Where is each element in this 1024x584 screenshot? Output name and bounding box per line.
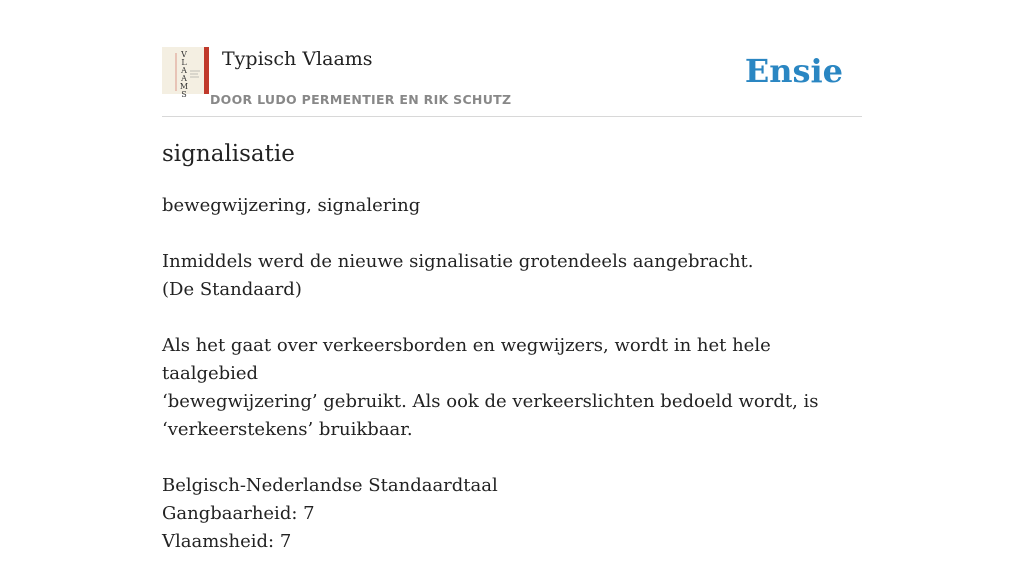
explanation-line: ‘verkeerstekens’ bruikbaar. <box>162 419 413 440</box>
book-cover-art <box>162 47 209 99</box>
explanation-line: ‘bewegwijzering’ gebruikt. Als ook de verkeerslichten bedoeld wordt, is <box>162 391 819 412</box>
page-header <box>162 45 862 117</box>
explanation-line: Als het gaat over verkeersborden en wegwijzers, wordt in het hele taalgebied <box>162 335 771 384</box>
book-title-link[interactable]: Typisch Vlaams <box>222 48 373 70</box>
entry-content <box>162 136 862 584</box>
entry-body <box>162 192 862 556</box>
definition-text: bewegwijzering, signalering <box>162 195 421 216</box>
book-authors: DOOR LUDO PERMENTIER EN RIK SCHUTZ <box>210 92 512 107</box>
example-sentence: Inmiddels werd de nieuwe signalisatie grotendeels aangebracht. <box>162 251 754 272</box>
example-source: (De Standaard) <box>162 279 302 300</box>
cover-letter: S <box>181 90 187 99</box>
cover-red-stripe <box>204 47 209 94</box>
cover-letter: V <box>181 50 187 59</box>
entry-explanation <box>162 332 862 444</box>
cover-letter: M <box>179 82 189 91</box>
entry-example <box>162 248 862 304</box>
cover-letter: A <box>181 74 187 83</box>
entry-definition <box>162 192 862 220</box>
entry-title: signalisatie <box>162 141 295 167</box>
cover-letter: A <box>181 66 187 75</box>
cover-letter: L <box>181 58 187 67</box>
entry-vlaamsheid: Vlaamsheid: 7 <box>162 531 292 552</box>
entry-meta <box>162 472 862 556</box>
entry-category: Belgisch-Nederlandse Standaardtaal <box>162 475 498 496</box>
entry-gangbaarheid: Gangbaarheid: 7 <box>162 503 315 524</box>
ensie-logo-link[interactable]: Ensie <box>744 52 843 90</box>
book-cover-icon[interactable] <box>162 47 209 99</box>
